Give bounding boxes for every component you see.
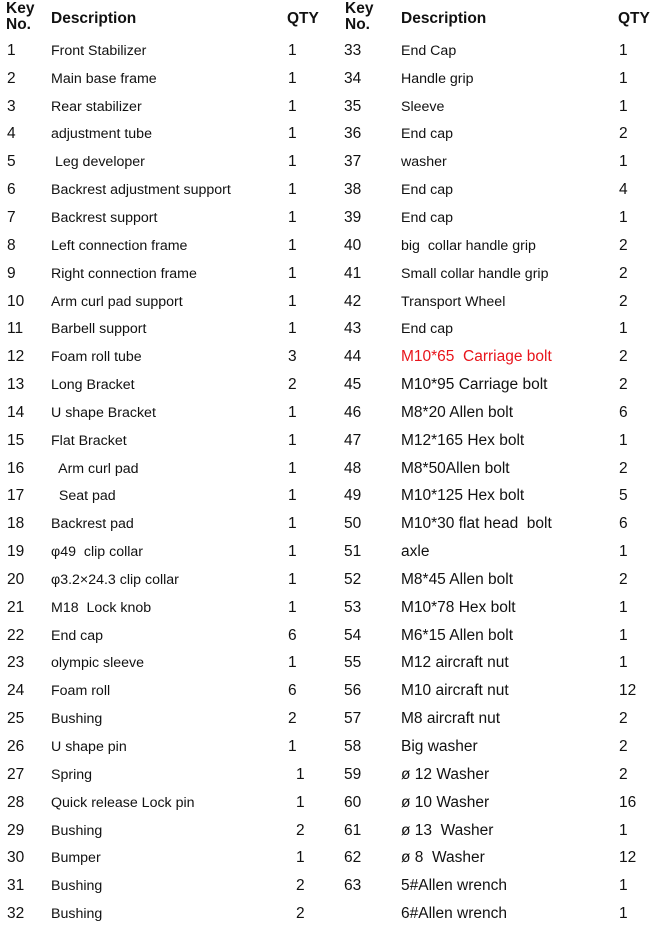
- part-key-number: 53: [344, 598, 362, 616]
- table-row: [0, 93, 336, 121]
- part-quantity: 2: [619, 292, 628, 310]
- part-description: Big washer: [401, 738, 478, 756]
- part-description: Bushing: [51, 878, 103, 895]
- part-description: Sleeve: [401, 98, 445, 115]
- part-quantity: 1: [288, 431, 297, 449]
- part-key-number: 14: [7, 403, 25, 421]
- part-quantity: 2: [619, 125, 628, 143]
- part-description: U shape Bracket: [51, 404, 156, 421]
- table-row: [343, 900, 656, 928]
- part-quantity: 2: [619, 738, 628, 756]
- part-quantity: 2: [296, 877, 305, 895]
- part-description: End cap: [401, 126, 454, 143]
- part-quantity: 1: [288, 208, 297, 226]
- part-quantity: 1: [288, 543, 297, 561]
- table-row: [343, 315, 656, 343]
- part-quantity: 1: [296, 793, 305, 811]
- part-key-number: 1: [7, 41, 16, 59]
- table-row: [343, 677, 656, 705]
- table-row: [343, 93, 656, 121]
- header-key-line2: No.: [345, 16, 370, 33]
- part-description: M10*30 flat head bolt: [401, 515, 552, 533]
- part-description: Bushing: [51, 822, 103, 839]
- table-row: [343, 510, 656, 538]
- part-key-number: 4: [7, 125, 16, 143]
- table-row: [343, 260, 656, 288]
- part-quantity: 6: [619, 403, 628, 421]
- table-row: [0, 900, 336, 928]
- part-key-number: 20: [7, 570, 25, 588]
- part-description: axle: [401, 543, 430, 561]
- part-key-number: 27: [7, 765, 25, 783]
- part-description: End cap: [401, 209, 454, 226]
- part-quantity: 16: [619, 793, 637, 811]
- part-description: M10*65 Carriage bolt: [401, 348, 552, 366]
- part-description: Barbell support: [51, 321, 147, 338]
- part-key-number: 23: [7, 654, 25, 672]
- part-description: Bumper: [51, 850, 101, 867]
- part-quantity: 2: [619, 570, 628, 588]
- part-description: Small collar handle grip: [401, 265, 549, 282]
- table-row: [0, 232, 336, 260]
- part-description: Rear stabilizer: [51, 98, 142, 115]
- part-description: Seat pad: [51, 488, 116, 505]
- part-quantity: 1: [288, 181, 297, 199]
- part-description: U shape pin: [51, 739, 127, 756]
- part-quantity: 1: [619, 208, 628, 226]
- table-row: [343, 399, 656, 427]
- part-key-number: 13: [7, 376, 25, 394]
- table-row: [0, 817, 336, 845]
- part-quantity: 2: [619, 459, 628, 477]
- part-quantity: 1: [619, 598, 628, 616]
- part-quantity: 2: [619, 376, 628, 394]
- part-key-number: 47: [344, 431, 362, 449]
- table-row: [343, 37, 656, 65]
- part-quantity: 1: [288, 264, 297, 282]
- part-description: Right connection frame: [51, 265, 197, 282]
- table-row: [343, 176, 656, 204]
- table-row: [0, 705, 336, 733]
- part-quantity: 1: [619, 431, 628, 449]
- table-row: [343, 204, 656, 232]
- part-key-number: 28: [7, 793, 25, 811]
- header-key-no: [345, 1, 373, 33]
- part-key-number: 48: [344, 459, 362, 477]
- part-quantity: 2: [296, 905, 305, 923]
- part-description: M18 Lock knob: [51, 599, 152, 616]
- table-row: [0, 204, 336, 232]
- table-row: [343, 65, 656, 93]
- table-row: [0, 872, 336, 900]
- part-key-number: 34: [344, 69, 362, 87]
- part-key-number: 18: [7, 515, 25, 533]
- table-header-right: [343, 0, 656, 36]
- part-description: End cap: [401, 321, 454, 338]
- part-key-number: 56: [344, 682, 362, 700]
- table-row: [343, 733, 656, 761]
- table-row: [0, 260, 336, 288]
- table-row: [0, 733, 336, 761]
- part-key-number: 5: [7, 153, 16, 171]
- part-description: Left connection frame: [51, 237, 188, 254]
- part-quantity: 1: [296, 849, 305, 867]
- part-key-number: 50: [344, 515, 362, 533]
- table-row: [343, 705, 656, 733]
- part-key-number: 31: [7, 877, 25, 895]
- part-quantity: 1: [619, 69, 628, 87]
- part-description: φ49 clip collar: [51, 544, 143, 561]
- part-quantity: 1: [296, 765, 305, 783]
- table-row: [0, 427, 336, 455]
- part-quantity: 1: [288, 97, 297, 115]
- part-quantity: 1: [288, 598, 297, 616]
- part-description: Arm curl pad: [51, 460, 139, 477]
- part-key-number: 30: [7, 849, 25, 867]
- part-quantity: 1: [288, 738, 297, 756]
- part-quantity: 5: [619, 487, 628, 505]
- part-key-number: 63: [344, 877, 362, 895]
- table-row: [343, 121, 656, 149]
- part-key-number: 62: [344, 849, 362, 867]
- part-description: Backrest pad: [51, 516, 134, 533]
- part-quantity: 1: [288, 459, 297, 477]
- part-quantity: 1: [288, 125, 297, 143]
- table-row: [343, 789, 656, 817]
- table-row: [343, 343, 656, 371]
- part-key-number: 43: [344, 320, 362, 338]
- part-key-number: 25: [7, 710, 25, 728]
- table-row: [343, 288, 656, 316]
- part-description: Long Bracket: [51, 377, 135, 394]
- part-key-number: 61: [344, 821, 362, 839]
- part-key-number: 33: [344, 41, 362, 59]
- table-row: [0, 566, 336, 594]
- table-row: [343, 650, 656, 678]
- part-description: Leg developer: [51, 154, 145, 171]
- part-quantity: 1: [288, 153, 297, 171]
- table-row: [0, 288, 336, 316]
- part-quantity: 2: [619, 264, 628, 282]
- table-row: [0, 65, 336, 93]
- part-quantity: 1: [619, 626, 628, 644]
- part-key-number: 32: [7, 905, 25, 923]
- part-key-number: 54: [344, 626, 362, 644]
- part-key-number: 40: [344, 236, 362, 254]
- part-key-number: 9: [7, 264, 16, 282]
- table-row: [343, 594, 656, 622]
- part-key-number: 46: [344, 403, 362, 421]
- part-key-number: 12: [7, 348, 25, 366]
- part-description: Flat Bracket: [51, 432, 127, 449]
- part-quantity: 1: [288, 515, 297, 533]
- header-qty: QTY: [618, 10, 650, 27]
- part-description: big collar handle grip: [401, 237, 536, 254]
- part-key-number: 60: [344, 793, 362, 811]
- part-key-number: 19: [7, 543, 25, 561]
- part-quantity: 6: [288, 682, 297, 700]
- part-key-number: 7: [7, 208, 16, 226]
- table-row: [0, 650, 336, 678]
- part-quantity: 1: [619, 877, 628, 895]
- part-key-number: 44: [344, 348, 362, 366]
- part-key-number: 24: [7, 682, 25, 700]
- table-row: [0, 622, 336, 650]
- table-row: [0, 761, 336, 789]
- part-key-number: 39: [344, 208, 362, 226]
- part-key-number: 22: [7, 626, 25, 644]
- part-description: M8 aircraft nut: [401, 710, 501, 728]
- part-quantity: 1: [619, 654, 628, 672]
- part-description: Backrest support: [51, 209, 158, 226]
- table-row: [0, 399, 336, 427]
- part-quantity: 1: [288, 570, 297, 588]
- table-row: [343, 483, 656, 511]
- part-description: Foam roll tube: [51, 349, 142, 366]
- part-quantity: 2: [619, 765, 628, 783]
- part-quantity: 6: [619, 515, 628, 533]
- table-row: [343, 761, 656, 789]
- parts-column-right: [343, 0, 656, 923]
- table-row: [0, 371, 336, 399]
- part-description: ø 12 Washer: [401, 765, 490, 783]
- part-key-number: 52: [344, 570, 362, 588]
- table-row: [343, 427, 656, 455]
- part-key-number: 41: [344, 264, 362, 282]
- part-quantity: 2: [296, 821, 305, 839]
- part-quantity: 1: [288, 403, 297, 421]
- part-quantity: 1: [288, 320, 297, 338]
- part-quantity: 6: [288, 626, 297, 644]
- part-description: Front Stabilizer: [51, 42, 147, 59]
- part-quantity: 1: [288, 292, 297, 310]
- header-key-line1: Key: [6, 0, 35, 17]
- part-description: Foam roll: [51, 683, 111, 700]
- part-quantity: 2: [288, 710, 297, 728]
- part-key-number: 26: [7, 738, 25, 756]
- table-row: [0, 483, 336, 511]
- part-key-number: 37: [344, 153, 362, 171]
- part-description: M8*45 Allen bolt: [401, 570, 514, 588]
- part-quantity: 1: [288, 654, 297, 672]
- table-row: [0, 148, 336, 176]
- part-description: End cap: [51, 627, 104, 644]
- part-quantity: 1: [288, 69, 297, 87]
- header-key-no: [6, 1, 34, 33]
- table-row: [0, 510, 336, 538]
- part-quantity: 12: [619, 849, 637, 867]
- part-quantity: 1: [288, 487, 297, 505]
- table-row: [343, 872, 656, 900]
- part-description: M8*50Allen bolt: [401, 459, 510, 477]
- part-description: M12*165 Hex bolt: [401, 431, 525, 449]
- table-row: [0, 594, 336, 622]
- part-key-number: 38: [344, 181, 362, 199]
- part-quantity: 3: [288, 348, 297, 366]
- table-row: [343, 455, 656, 483]
- parts-rows-right: [343, 37, 656, 928]
- part-key-number: 59: [344, 765, 362, 783]
- part-description: Spring: [51, 766, 93, 783]
- part-description: adjustment tube: [51, 126, 152, 143]
- table-row: [0, 121, 336, 149]
- table-row: [0, 176, 336, 204]
- part-description: M10 aircraft nut: [401, 682, 509, 700]
- table-row: [343, 148, 656, 176]
- part-key-number: 35: [344, 97, 362, 115]
- part-key-number: 16: [7, 459, 25, 477]
- part-description: washer: [401, 154, 447, 171]
- part-key-number: 2: [7, 69, 16, 87]
- part-description: Main base frame: [51, 70, 157, 87]
- part-description: Bushing: [51, 711, 103, 728]
- part-key-number: 11: [7, 320, 24, 338]
- part-quantity: 2: [288, 376, 297, 394]
- part-key-number: 29: [7, 821, 25, 839]
- part-key-number: 17: [7, 487, 25, 505]
- part-key-number: 36: [344, 125, 362, 143]
- part-key-number: 49: [344, 487, 362, 505]
- part-quantity: 12: [619, 682, 637, 700]
- header-key-line2: No.: [6, 16, 31, 33]
- part-quantity: 1: [619, 905, 628, 923]
- part-quantity: 4: [619, 181, 628, 199]
- part-description: End cap: [401, 182, 454, 199]
- part-key-number: 15: [7, 431, 25, 449]
- part-description: 5#Allen wrench: [401, 877, 507, 895]
- part-quantity: 1: [619, 543, 628, 561]
- part-description: Handle grip: [401, 70, 474, 87]
- part-key-number: 58: [344, 738, 362, 756]
- part-description: olympic sleeve: [51, 655, 145, 672]
- table-row: [343, 817, 656, 845]
- part-quantity: 2: [619, 348, 628, 366]
- table-row: [0, 455, 336, 483]
- part-description: ø 10 Washer: [401, 793, 490, 811]
- part-description: Arm curl pad support: [51, 293, 183, 310]
- part-quantity: 1: [619, 97, 628, 115]
- part-description: M10*125 Hex bolt: [401, 487, 525, 505]
- table-row: [0, 315, 336, 343]
- part-quantity: 1: [619, 153, 628, 171]
- table-header-left: [0, 0, 336, 36]
- part-key-number: 6: [7, 181, 16, 199]
- part-quantity: 2: [619, 710, 628, 728]
- part-description: Backrest adjustment support: [51, 182, 231, 199]
- part-description: φ3.2×24.3 clip collar: [51, 571, 179, 588]
- table-row: [343, 622, 656, 650]
- header-qty: QTY: [287, 10, 319, 27]
- part-quantity: 1: [288, 41, 297, 59]
- part-key-number: 8: [7, 236, 16, 254]
- part-quantity: 1: [619, 821, 628, 839]
- table-row: [0, 37, 336, 65]
- part-key-number: 51: [344, 543, 362, 561]
- part-description: M10*95 Carriage bolt: [401, 376, 548, 394]
- header-description: Description: [51, 10, 137, 27]
- part-description: M6*15 Allen bolt: [401, 626, 514, 644]
- part-description: End Cap: [401, 42, 457, 59]
- header-description: Description: [401, 10, 487, 27]
- part-description: Bushing: [51, 906, 103, 923]
- header-key-line1: Key: [345, 0, 374, 17]
- part-key-number: 10: [7, 292, 25, 310]
- table-row: [0, 538, 336, 566]
- part-description: ø 13 Washer: [401, 821, 494, 839]
- part-key-number: 21: [7, 598, 25, 616]
- table-row: [343, 371, 656, 399]
- table-row: [0, 789, 336, 817]
- table-row: [0, 844, 336, 872]
- part-quantity: 1: [288, 236, 297, 254]
- part-quantity: 1: [619, 41, 628, 59]
- part-key-number: 57: [344, 710, 362, 728]
- part-description: M12 aircraft nut: [401, 654, 509, 672]
- part-key-number: 42: [344, 292, 362, 310]
- part-description: ø 8 Washer: [401, 849, 485, 867]
- table-row: [343, 566, 656, 594]
- part-key-number: 3: [7, 97, 16, 115]
- part-description: M10*78 Hex bolt: [401, 598, 516, 616]
- table-row: [343, 232, 656, 260]
- table-row: [0, 343, 336, 371]
- parts-rows-left: [0, 37, 336, 928]
- table-row: [343, 844, 656, 872]
- part-quantity: 1: [619, 320, 628, 338]
- part-quantity: 2: [619, 236, 628, 254]
- part-description: Quick release Lock pin: [51, 794, 195, 811]
- table-row: [343, 538, 656, 566]
- table-row: [0, 677, 336, 705]
- part-key-number: 45: [344, 376, 362, 394]
- part-description: 6#Allen wrench: [401, 905, 507, 923]
- part-description: M8*20 Allen bolt: [401, 403, 514, 421]
- part-description: Transport Wheel: [401, 293, 506, 310]
- part-key-number: 55: [344, 654, 362, 672]
